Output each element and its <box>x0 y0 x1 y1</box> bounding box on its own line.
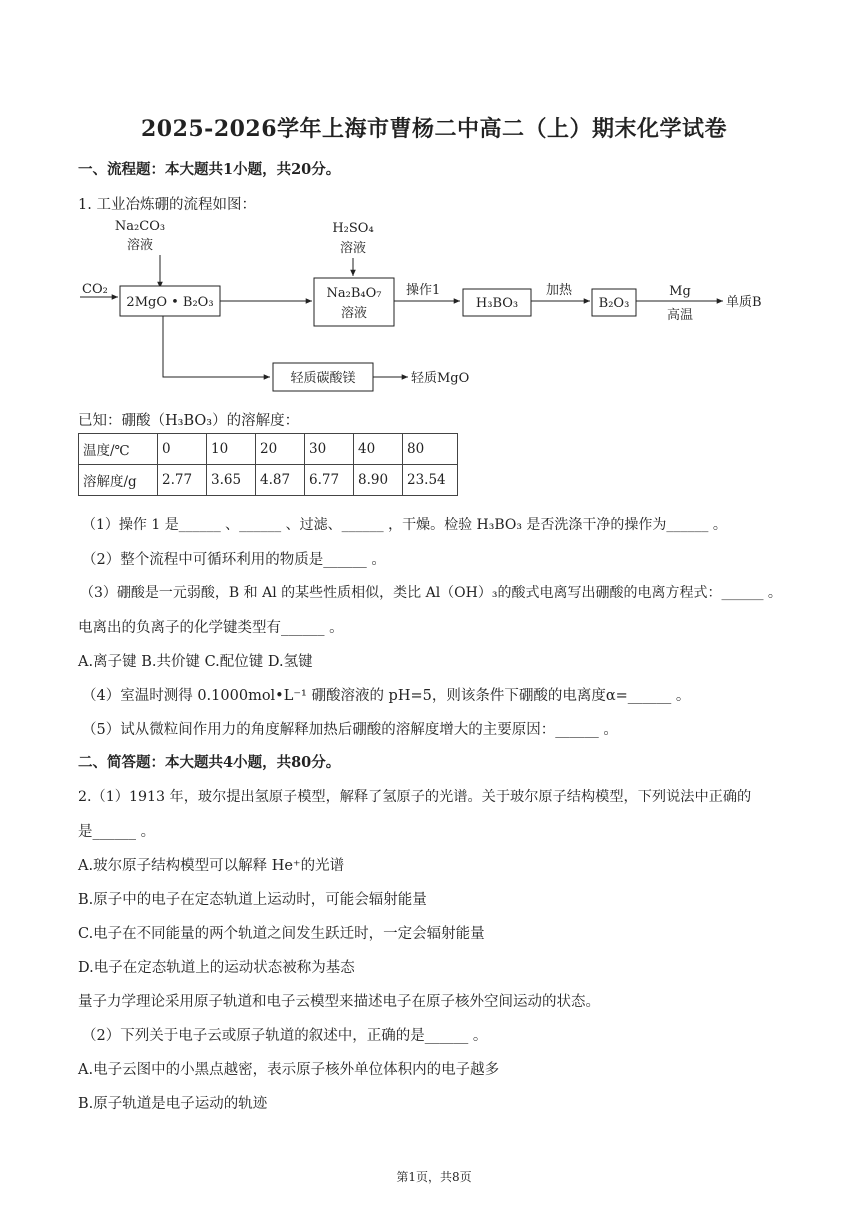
question2-part1-option-b: B.原子中的电子在定态轨道上运动时，可能会辐射能量 <box>78 892 427 908</box>
page-title: 2025-2026学年上海市曹杨二中高二（上）期末化学试卷 <box>140 116 728 142</box>
high-temp-label: 高温 <box>666 308 694 323</box>
question2-part2-option-b: B.原子轨道是电子运动的轨迹 <box>78 1096 268 1112</box>
question2-note: 量子力学理论采用原子轨道和电子云模型来描述电子在原子核外空间运动的状态。 <box>78 994 600 1010</box>
magnesium-label: Mg <box>669 284 691 299</box>
ore-label: 2MgO • B₂O₃ <box>126 295 214 310</box>
question2-part1-continued: 是______ 。 <box>78 824 156 840</box>
page-number: 第1页，共8页 <box>396 1170 472 1184</box>
table-cell: 6.77 <box>305 465 354 496</box>
table-cell: 2.77 <box>158 465 207 496</box>
co2-label: CO₂ <box>82 282 108 297</box>
table-cell: 3.65 <box>207 465 256 496</box>
operation1-label: 操作1 <box>406 283 441 298</box>
table-cell: 30 <box>305 434 354 465</box>
question2-part1-option-c: C.电子在不同能量的两个轨道之间发生跃迁时，一定会辐射能量 <box>78 926 485 942</box>
table-row <box>79 434 458 465</box>
reagent1-state: 溶液 <box>126 238 154 253</box>
table-cell: 4.87 <box>256 465 305 496</box>
section2-heading: 二、简答题：本大题共4小题，共80分。 <box>78 754 341 771</box>
question1-part4: （4）室温时测得 0.1000mol•L⁻¹ 硼酸溶液的 pH=5，则该条件下硼酸的电离度α=______ 。 <box>82 688 691 704</box>
question1-part3-options: A.离子键 B.共价键 C.配位键 D.氢键 <box>78 654 313 670</box>
question2-part2-option-a: A.电子云图中的小黑点越密，表示原子核外单位体积内的电子越多 <box>78 1062 500 1078</box>
known-note: 已知：硼酸（H₃BO₃）的溶解度： <box>78 413 300 429</box>
reagent2-state: 溶液 <box>339 241 367 256</box>
boron-oxide-label: B₂O₃ <box>598 296 630 311</box>
question2-part1: 2.（1）1913 年，玻尔提出氢原子模型，解释了氢原子的光谱。关于玻尔原子结构模型，下列说法中正确的 <box>78 789 752 805</box>
question1-intro: 1. 工业冶炼硼的流程如图： <box>78 197 256 213</box>
table-cell: 温度/℃ <box>79 434 158 465</box>
mgco3-label: 轻质碳酸镁 <box>290 371 356 386</box>
question2-part1-option-d: D.电子在定态轨道上的运动状态被称为基态 <box>78 960 355 976</box>
table-cell: 8.90 <box>354 465 403 496</box>
table-cell: 23.54 <box>403 465 458 496</box>
product-mgo-label: 轻质MgO <box>411 371 470 386</box>
table-cell: 0 <box>158 434 207 465</box>
borax-label-line2: 溶液 <box>340 306 368 321</box>
question1-part3-followup: 电离出的负离子的化学键类型有______ 。 <box>78 620 344 636</box>
table-cell: 20 <box>256 434 305 465</box>
question1-part3: （3）硼酸是一元弱酸，B 和 Al 的某些性质相似，类比 Al（OH）₃的酸式电离写出硼酸的电离方程式：______ 。 <box>80 585 782 601</box>
table-row <box>79 465 458 496</box>
heat-label: 加热 <box>546 283 573 298</box>
table-cell: 溶解度/g <box>79 465 158 496</box>
table-cell: 40 <box>354 434 403 465</box>
borax-label-line1: Na₂B₄O₇ <box>326 286 382 301</box>
solubility-table <box>78 433 458 496</box>
reagent1-name: Na₂CO₃ <box>114 219 166 234</box>
question1-part2: （2）整个流程中可循环利用的物质是______ 。 <box>82 552 386 568</box>
process-flow-diagram <box>70 212 790 402</box>
table-cell: 10 <box>207 434 256 465</box>
reagent2-name: H₂SO₄ <box>332 221 374 236</box>
table-cell: 80 <box>403 434 458 465</box>
question1-part1: （1）操作 1 是______ 、______ 、过滤、______ ，干燥。检验 H₃BO₃ 是否洗涤干净的操作为______ 。 <box>82 517 727 533</box>
question2-part2: （2）下列关于电子云或原子轨道的叙述中，正确的是______ 。 <box>82 1028 488 1044</box>
question2-part1-option-a: A.玻尔原子结构模型可以解释 He⁺的光谱 <box>78 858 345 874</box>
boric-acid-label: H₃BO₃ <box>475 296 519 311</box>
ore-to-mgco3-arrow <box>163 316 270 377</box>
question1-part5: （5）试从微粒间作用力的角度解释加热后硼酸的溶解度增大的主要原因：______ 。 <box>82 722 618 738</box>
section1-heading: 一、流程题：本大题共1小题，共20分。 <box>78 161 341 178</box>
product-boron-label: 单质B <box>726 295 762 310</box>
